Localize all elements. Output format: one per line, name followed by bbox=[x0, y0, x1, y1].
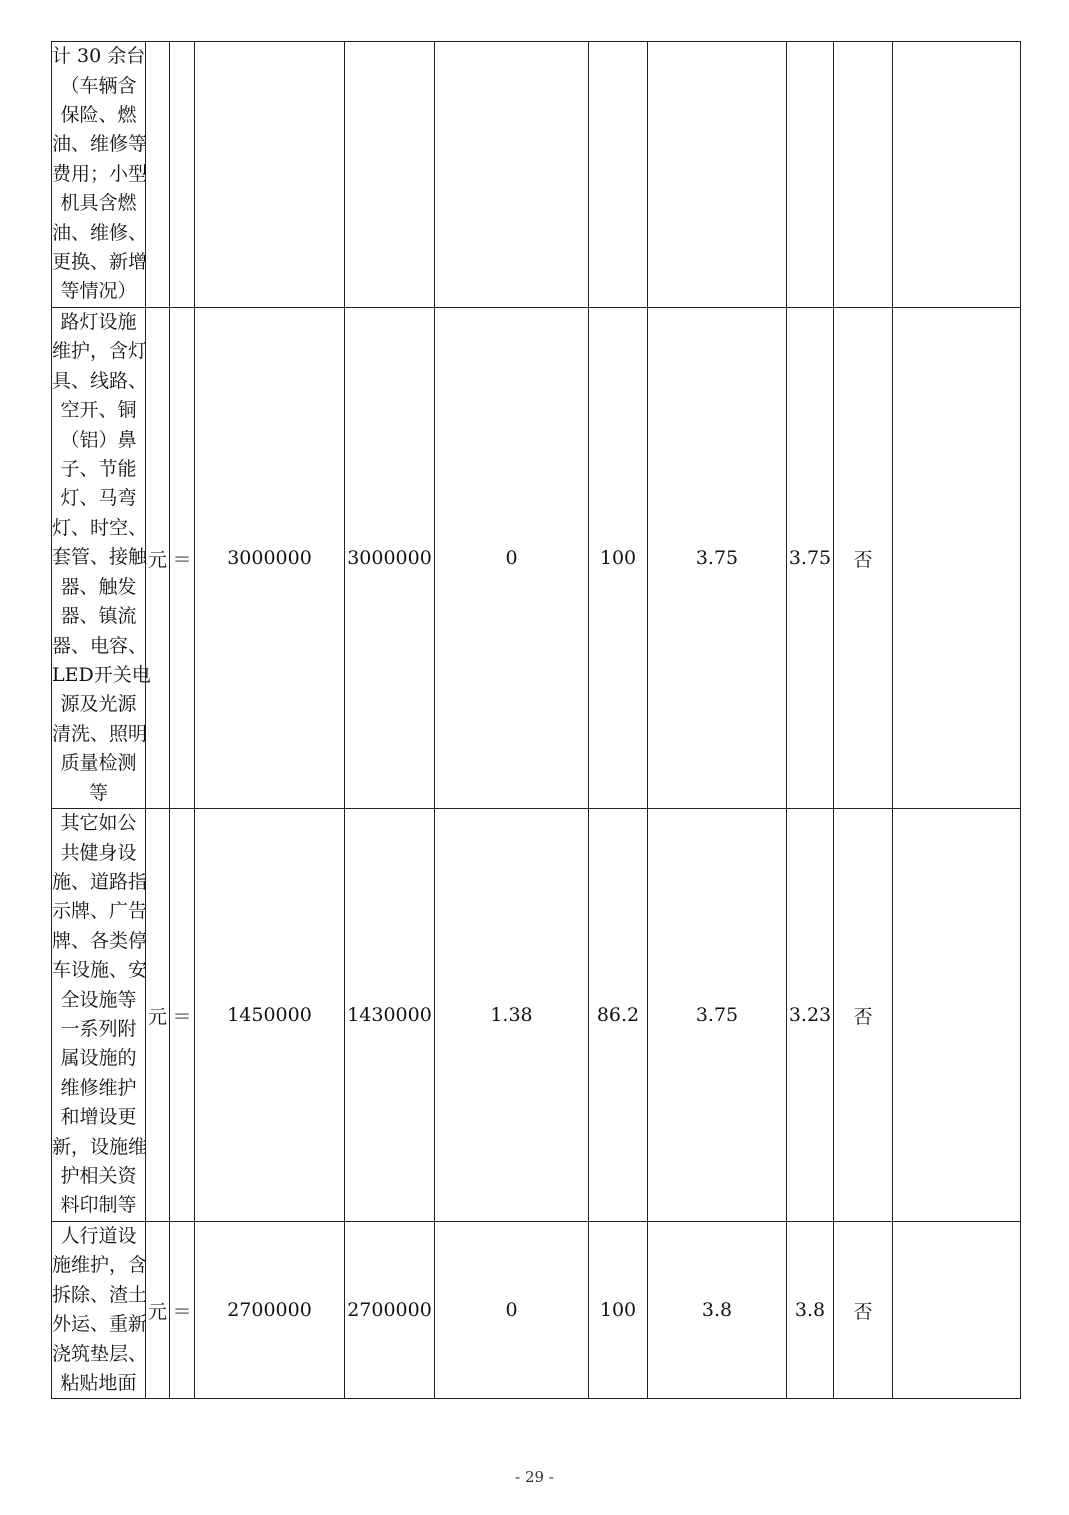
description-line: 油、维修等 bbox=[52, 133, 148, 156]
description-line: 机具含燃 bbox=[60, 192, 137, 215]
description-line: 一系列附 bbox=[60, 1018, 137, 1040]
description-line: 拆除、渣土 bbox=[52, 1283, 148, 1306]
description-line: 费用；小型 bbox=[52, 162, 148, 185]
unit-cell bbox=[146, 42, 170, 308]
description-line: 具、线路、 bbox=[52, 369, 148, 392]
operator-cell: ＝ bbox=[170, 1222, 195, 1399]
deviation-cell: 0 bbox=[435, 1222, 589, 1399]
description-line: 料印制等 bbox=[60, 1194, 137, 1217]
weight-cell: 3.75 bbox=[648, 308, 787, 809]
description-line: 器、电容、 bbox=[52, 634, 148, 657]
completion-cell: 86.2 bbox=[589, 809, 648, 1222]
score-cell: 3.75 bbox=[787, 308, 834, 809]
description-line: 新，设施维 bbox=[52, 1135, 148, 1158]
unit-cell: 元 bbox=[146, 809, 170, 1222]
description-line: （铝）鼻 bbox=[60, 428, 137, 451]
unit-cell: 元 bbox=[146, 1222, 170, 1399]
operator-cell: ＝ bbox=[170, 308, 195, 809]
score-cell: 3.8 bbox=[787, 1222, 834, 1399]
actual-cell: 1430000 bbox=[345, 809, 435, 1222]
weight-cell bbox=[648, 42, 787, 308]
description-line: 质量检测 bbox=[60, 752, 137, 775]
performance-table bbox=[51, 41, 1021, 1399]
description-cell bbox=[52, 809, 146, 1222]
description-line: 器、镇流 bbox=[60, 605, 137, 628]
operator-cell bbox=[170, 42, 195, 308]
description-line: 示牌、广告 bbox=[52, 900, 148, 923]
description-line: 源及光源 bbox=[60, 693, 137, 716]
flag-cell bbox=[834, 42, 893, 308]
description-line: 护相关资 bbox=[60, 1165, 137, 1188]
description-line: 等情况） bbox=[60, 280, 137, 303]
description-line: 和增设更 bbox=[60, 1106, 137, 1129]
description-line: 属设施的 bbox=[60, 1047, 137, 1070]
description-line: 灯、马弯 bbox=[60, 487, 137, 510]
budget-cell bbox=[195, 42, 345, 308]
description-line: 粘贴地面 bbox=[60, 1372, 137, 1395]
description-line: 共健身设 bbox=[60, 841, 137, 864]
description-line: 施维护，含 bbox=[52, 1254, 148, 1277]
table-row bbox=[52, 308, 1021, 809]
description-line: 全设施等 bbox=[60, 988, 137, 1011]
remark-cell bbox=[893, 308, 1021, 809]
completion-cell: 100 bbox=[589, 308, 648, 809]
deviation-cell bbox=[435, 42, 589, 308]
deviation-cell: 0 bbox=[435, 308, 589, 809]
page-number: - 29 - bbox=[515, 1468, 554, 1486]
table-row bbox=[52, 1222, 1021, 1399]
description-line: 灯、时空、 bbox=[52, 516, 148, 539]
actual-cell bbox=[345, 42, 435, 308]
description-line: 空开、铜 bbox=[60, 399, 137, 422]
description-cell bbox=[52, 308, 151, 809]
remark-cell bbox=[893, 809, 1021, 1222]
description-line: 其它如公 bbox=[60, 812, 137, 835]
description-line: 施、道路指 bbox=[52, 870, 148, 893]
actual-cell: 3000000 bbox=[345, 308, 435, 809]
description-line: 维护，含灯 bbox=[52, 340, 148, 363]
description-line: 路灯设施 bbox=[60, 311, 137, 334]
description-cell bbox=[52, 42, 146, 308]
unit-cell: 元 bbox=[146, 308, 170, 809]
description-cell bbox=[52, 1222, 146, 1399]
table-row bbox=[52, 42, 1021, 308]
description-line: 油、维修、 bbox=[52, 221, 148, 244]
description-line: 牌、各类停 bbox=[52, 929, 148, 952]
budget-cell: 2700000 bbox=[195, 1222, 345, 1399]
weight-cell: 3.75 bbox=[648, 809, 787, 1222]
budget-cell: 1450000 bbox=[195, 809, 345, 1222]
remark-cell bbox=[893, 1222, 1021, 1399]
description-line: 车设施、安 bbox=[52, 959, 148, 982]
weight-cell: 3.8 bbox=[648, 1222, 787, 1399]
flag-cell: 否 bbox=[834, 809, 893, 1222]
budget-cell: 3000000 bbox=[195, 308, 345, 809]
score-cell: 3.23 bbox=[787, 809, 834, 1222]
operator-cell: ＝ bbox=[170, 809, 195, 1222]
description-line: 外运、重新 bbox=[52, 1313, 148, 1336]
description-line: 更换、新增 bbox=[52, 251, 148, 274]
description-line: 等 bbox=[88, 781, 108, 804]
deviation-cell: 1.38 bbox=[435, 809, 589, 1222]
flag-cell: 否 bbox=[834, 1222, 893, 1399]
description-line: 子、节能 bbox=[60, 458, 137, 481]
description-line: 器、触发 bbox=[60, 575, 137, 598]
completion-cell bbox=[589, 42, 648, 308]
description-line: LED开关电 bbox=[52, 663, 151, 686]
description-line: 套管、接触 bbox=[52, 546, 148, 569]
remark-cell bbox=[893, 42, 1021, 308]
table-row bbox=[52, 809, 1021, 1222]
flag-cell: 否 bbox=[834, 308, 893, 809]
description-line: 保险、燃 bbox=[60, 103, 137, 126]
description-line: 维修维护 bbox=[60, 1076, 137, 1099]
description-line: 人行道设 bbox=[60, 1225, 137, 1247]
description-line: 浇筑垫层、 bbox=[52, 1342, 148, 1365]
score-cell bbox=[787, 42, 834, 308]
completion-cell: 100 bbox=[589, 1222, 648, 1399]
description-line: 计 30 余台 bbox=[52, 45, 146, 68]
actual-cell: 2700000 bbox=[345, 1222, 435, 1399]
description-line: 清洗、照明 bbox=[52, 722, 148, 745]
table-body bbox=[52, 42, 1021, 1399]
description-line: （车辆含 bbox=[60, 74, 137, 97]
